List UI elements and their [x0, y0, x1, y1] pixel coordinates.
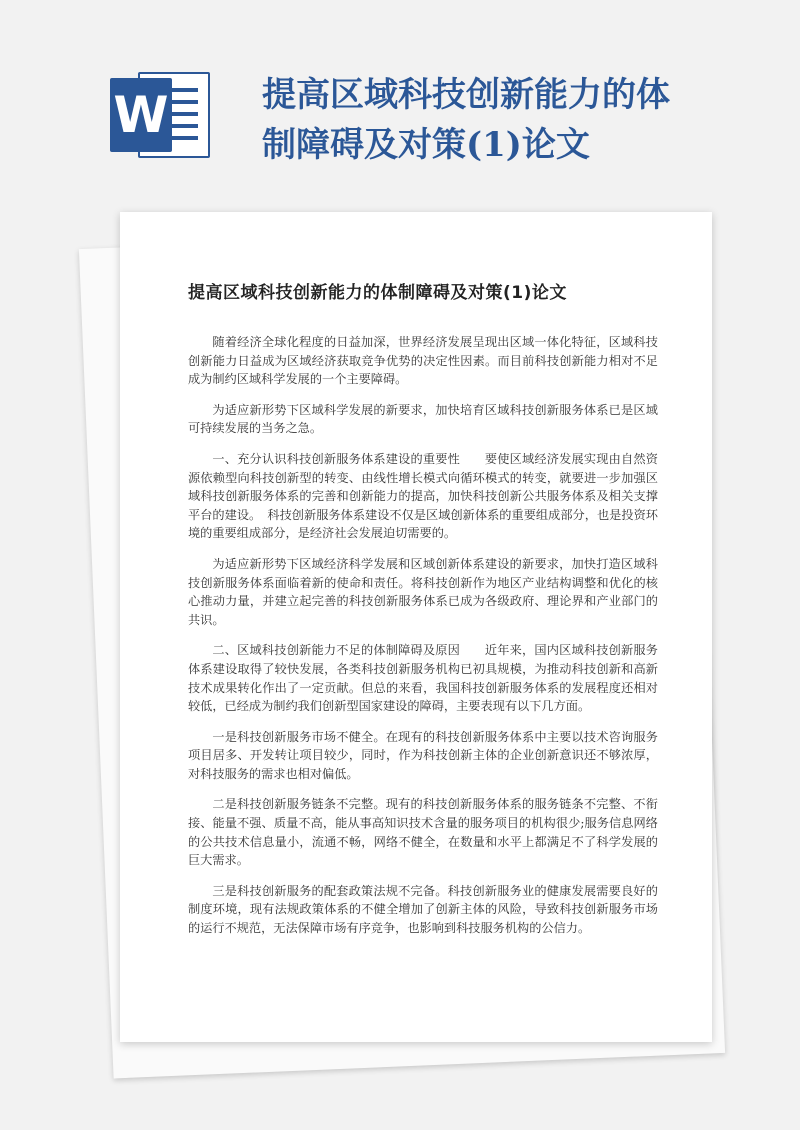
paragraph: 一、充分认识科技创新服务体系建设的重要性 要使区域经济发展实现由自然资源依赖型向科技创新型的转变、由线性增长模式向循环模式的转变，就要进一步加强区域科技创新服务体系的完善和创新能力的提高，加快科技创新公共服务体系及相关支撑平台的建设。 科技创新服务体系建设不仅是区域创新体系的重要组成部分，也是投资环境的重要组成部分，是经济社会发展迫切需要的。	[188, 451, 658, 541]
word-letter-badge: W	[110, 78, 172, 152]
document-title: 提高区域科技创新能力的体制障碍及对策(1)论文	[188, 283, 567, 303]
paragraph: 为适应新形势下区域经济科学发展和区域创新体系建设的新要求，加快打造区域科技创新服务体系面临着新的使命和责任。将科技创新作为地区产业结构调整和优化的核心推动力量，并建立起完善的科技创新服务体系已成为各级政府、理论界和产业部门的共识。	[188, 556, 658, 627]
paragraph: 二、区域科技创新能力不足的体制障碍及原因 近年来，国内区域科技创新服务体系建设取得了较快发展，各类科技创新服务机构已初具规模，为推动科技创新和高新技术成果转化作出了一定贡献。但总的来看，我国科技创新服务体系的发展程度还相对较低，已经成为制约我们创新型国家建设的障碍，主要表现有以下几方面。	[188, 643, 658, 714]
paragraph: 为适应新形势下区域科学发展的新要求，加快培育区域科技创新服务体系已是区域可持续发展的当务之急。	[188, 402, 658, 436]
word-icon	[110, 72, 212, 158]
paragraph: 随着经济全球化程度的日益加深，世界经济发展呈现出区域一体化特征，区域科技创新能力日益成为区域经济获取竞争优势的决定性因素。而目前科技创新能力相对不足成为制约区域科学发展的一个主要障碍。	[188, 335, 658, 387]
document-page	[120, 212, 712, 1042]
paragraph: 三是科技创新服务的配套政策法规不完备。科技创新服务业的健康发展需要良好的制度环境，现有法规政策体系的不健全增加了创新主体的风险，导致科技创新服务市场的运行不规范，无法保障市场有序竞争，也影响到科技服务机构的公信力。	[188, 883, 658, 936]
paragraph: 一是科技创新服务市场不健全。在现有的科技创新服务体系中主要以技术咨询服务项目居多、开发转让项目较少，同时，作为科技创新主体的企业创新意识还不够浓厚，对科技服务的需求也相对偏低。	[188, 729, 658, 781]
paragraph: 二是科技创新服务链条不完整。现有的科技创新服务体系的服务链条不完整、不衔接、能量不强、质量不高，能从事高知识技术含量的服务项目的机构很少;服务信息网络的公共技术信息量小，流通不畅，网络不健全，在数量和水平上都满足不了科学发展的巨大需求。	[188, 797, 658, 868]
header-title: 提高区域科技创新能力的体制障碍及对策(1)论文	[262, 75, 670, 165]
